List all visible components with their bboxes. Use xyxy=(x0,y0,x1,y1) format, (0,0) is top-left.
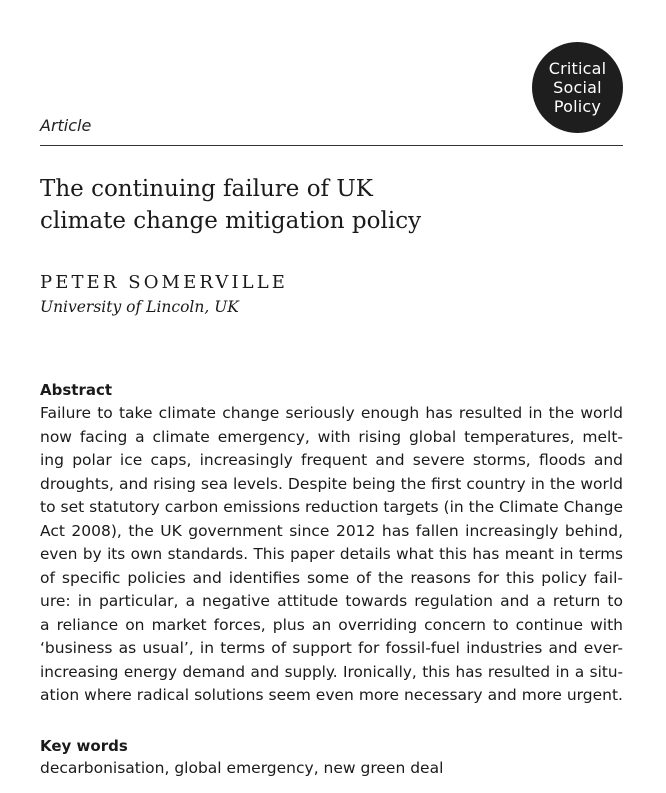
abstract-line: to set statutory carbon emissions reduction targets (in the Climate Change xyxy=(40,498,623,516)
journal-logo-line: Critical xyxy=(548,59,607,78)
abstract-line: Act 2008), the UK government since 2012 has fallen increasingly behind, xyxy=(40,521,623,540)
abstract-line: increasing energy demand and supply. Ironically, this has resulted in a situ- xyxy=(40,662,623,681)
article-type-label: Article xyxy=(40,116,92,135)
abstract-line: a reliance on market forces, plus an overriding concern to continue with xyxy=(40,615,623,634)
journal-logo xyxy=(532,42,623,133)
header-divider xyxy=(40,145,623,146)
abstract-line: ing polar ice caps, increasingly frequent and severe storms, floods and xyxy=(40,451,623,469)
article-title-line: climate change mitigation policy xyxy=(40,208,422,234)
keywords-list: decarbonisation, global emergency, new green deal xyxy=(40,759,444,777)
abstract-line: Failure to take climate change seriously enough has resulted in the world xyxy=(40,404,623,422)
author-affiliation: University of Lincoln, UK xyxy=(40,298,239,316)
abstract-heading: Abstract xyxy=(40,381,113,399)
abstract-line: ation where radical solutions seem even more necessary and more urgent. xyxy=(40,686,623,704)
abstract-line: ure: in particular, a negative attitude towards regulation and a return to xyxy=(40,592,623,610)
article-title-line: The continuing failure of UK xyxy=(40,176,373,202)
author-name: PETER SOMERVILLE xyxy=(40,272,288,293)
abstract-line: now facing a climate emergency, with rising global temperatures, melt- xyxy=(40,427,623,446)
keywords-heading: Key words xyxy=(40,737,128,755)
article-title xyxy=(40,173,600,237)
journal-logo-line: Policy xyxy=(553,97,602,116)
journal-logo-line: Social xyxy=(553,78,602,97)
abstract-line: of specific policies and identifies some of the reasons for this policy fail- xyxy=(40,568,623,587)
abstract-body xyxy=(40,402,623,708)
abstract-line: droughts, and rising sea levels. Despite being the first country in the world xyxy=(40,474,623,493)
abstract-line: even by its own standards. This paper details what this has meant in terms xyxy=(40,545,623,563)
abstract-line: ‘business as usual’, in terms of support for fossil-fuel industries and ever- xyxy=(40,639,623,657)
